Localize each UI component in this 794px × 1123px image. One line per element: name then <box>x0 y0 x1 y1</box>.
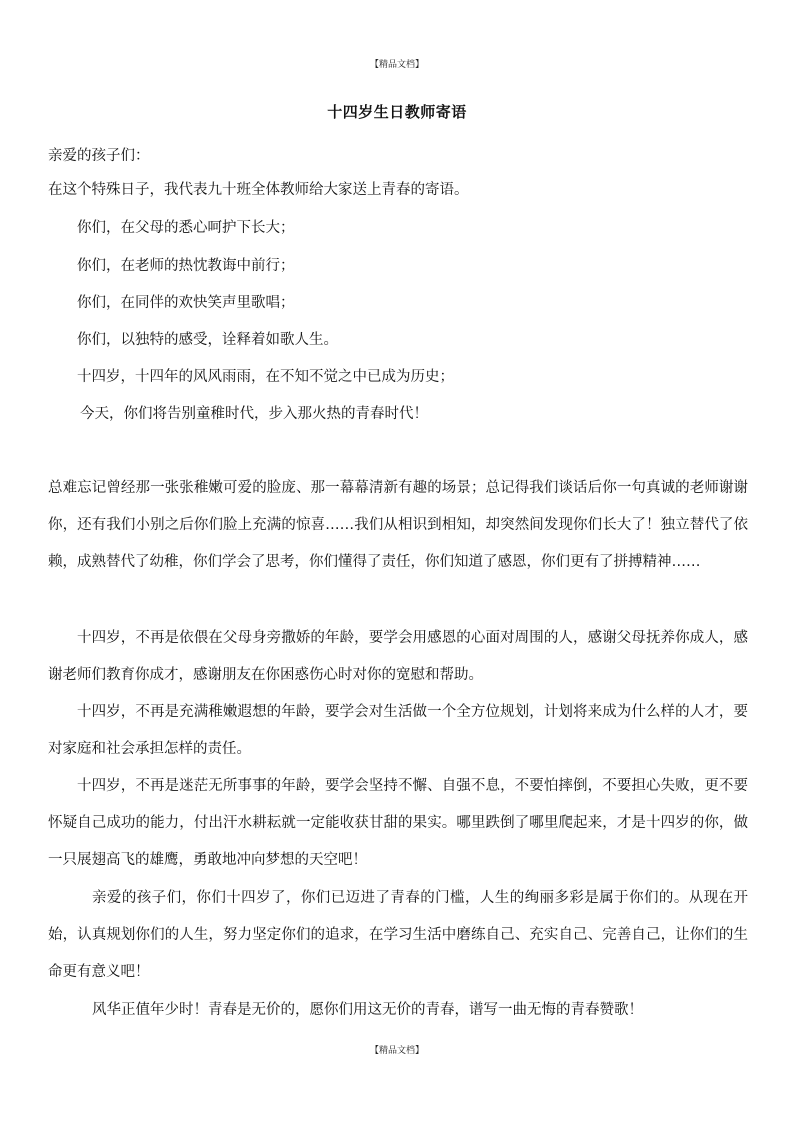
poem-line: 你们，在同伴的欢快笑声里歌唱； <box>77 295 295 311</box>
paragraph-planning: 十四岁，不再是充满稚嫩遐想的年龄，要学会对生活做一个全方位规划，计划将来成为什么样的人才，要对家庭和社会承担怎样的责任。 <box>48 704 748 757</box>
page-header: 【精品文档】 <box>369 60 424 70</box>
poem-line: 你们，以独特的感受，诠释着如歌人生。 <box>77 332 338 348</box>
document-title: 十四岁生日教师寄语 <box>327 103 467 121</box>
paragraph-gratitude: 十四岁，不再是依偎在父母身旁撒娇的年龄，要学会用感恩的心面对周围的人，感谢父母抚养你成人，感谢老师们教育你成才，感谢朋友在你困惑伤心时对你的宽慰和帮助。 <box>48 630 748 683</box>
poem-line: 今天，你们将告别童稚时代，步入那火热的青春时代！ <box>80 406 428 422</box>
poem-line: 你们，在老师的热忱教诲中前行； <box>77 258 295 274</box>
greeting: 亲爱的孩子们： <box>48 148 150 164</box>
paragraph-perseverance: 十四岁，不再是迷茫无所事事的年龄，要学会坚持不懈、自强不息，不要怕摔倒，不要担心失败，更不要怀疑自己成功的能力，付出汗水耕耘就一定能收获甘甜的果实。哪里跌倒了哪里爬起来，才是十四岁的你，做一只展翅高飞的雄鹰，勇敢地冲向梦想的天空吧！ <box>48 778 748 868</box>
intro-line: 在这个特殊日子，我代表九十班全体教师给大家送上青春的寄语。 <box>48 182 469 198</box>
page-footer: 【精品文档】 <box>369 1046 424 1056</box>
poem-line: 十四岁，十四年的风风雨雨，在不知不觉之中已成为历史； <box>77 369 454 385</box>
paragraph-closing: 风华正值年少时！青春是无价的，愿你们用这无价的青春，谱写一曲无悔的青春赞歌！ <box>92 1002 643 1018</box>
paragraph-encouragement: 亲爱的孩子们，你们十四岁了，你们已迈进了青春的门槛，人生的绚丽多彩是属于你们的。从现在开始，认真规划你们的人生，努力坚定你们的追求，在学习生活中磨练自己、充实自己、完善自己，让你们的生命更有意义吧！ <box>48 890 748 980</box>
paragraph-memories: 总难忘记曾经那一张张稚嫩可爱的脸庞、那一幕幕清新有趣的场景；总记得我们谈话后你一句真诚的老师谢谢你，还有我们小别之后你们脸上充满的惊喜……我们从相识到相知，却突然间发现你们长大了！独立替代了依赖，成熟替代了幼稚，你们学会了思考，你们懂得了责任，你们知道了感恩，你们更有了拼搏精神…… <box>48 480 748 570</box>
poem-line: 你们，在父母的悉心呵护下长大； <box>77 220 295 236</box>
